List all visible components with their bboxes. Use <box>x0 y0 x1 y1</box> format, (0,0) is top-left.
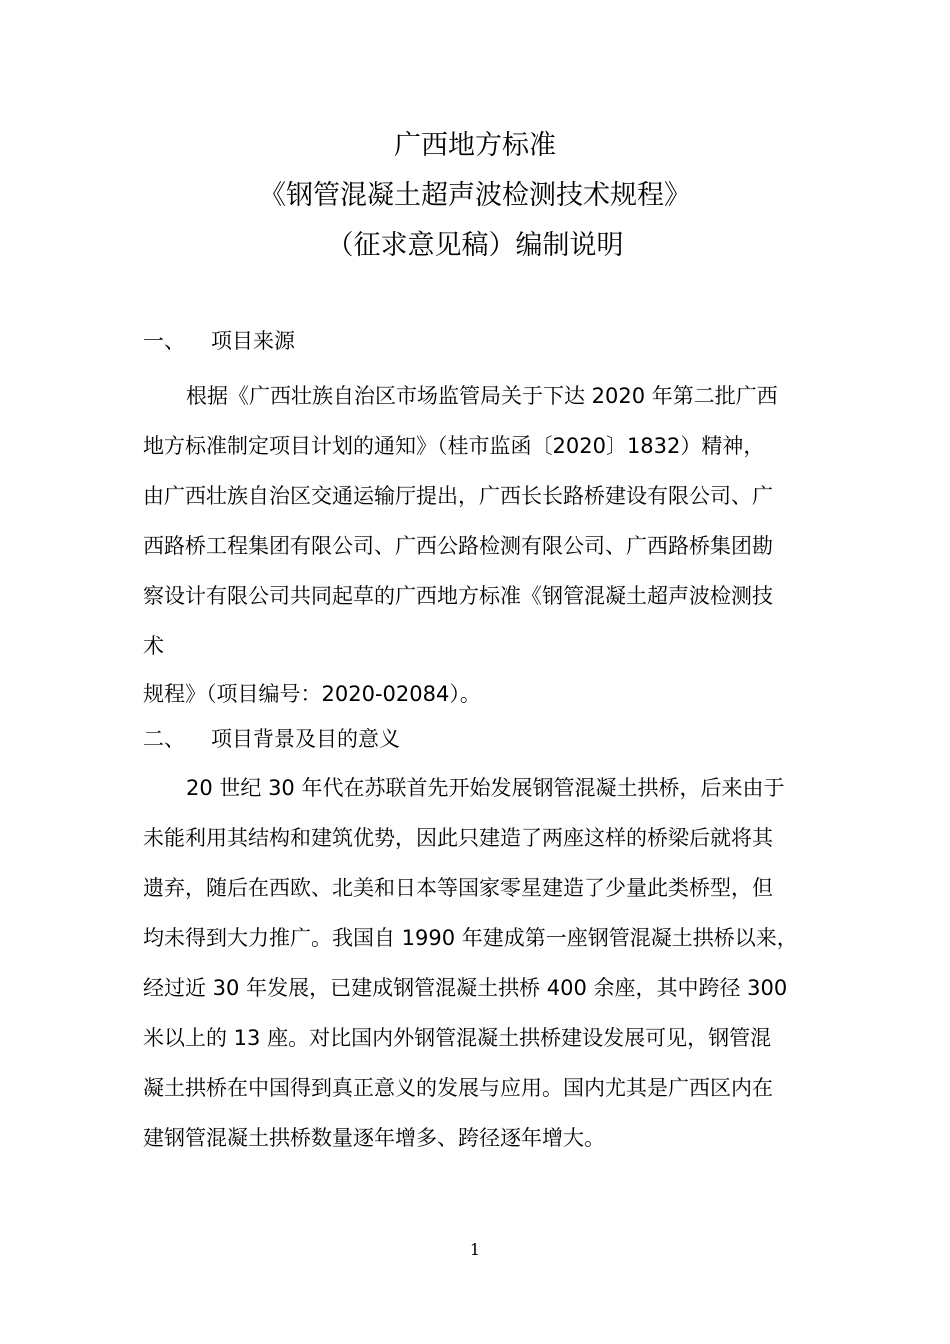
paragraph-line: 建钢管混凝土拱桥数量逐年增多、跨径逐年增大。 <box>143 1126 605 1150</box>
section-heading-1 <box>143 326 295 356</box>
section-title-1: 项目来源 <box>211 329 295 353</box>
document-title-line-3: （征求意见稿）编制说明 <box>326 230 624 261</box>
paragraph-line: 察设计有限公司共同起草的广西地方标准《钢管混凝土超声波检测技 <box>143 584 773 608</box>
page-number: 1 <box>469 1240 481 1259</box>
paragraph-line: 地方标准制定项目计划的通知》（桂市监函〔2020〕1832）精神， <box>143 434 765 458</box>
section-heading-2 <box>143 724 400 754</box>
paragraph-line: 遗弃，随后在西欧、北美和日本等国家零星建造了少量此类桥型，但 <box>143 876 773 900</box>
section-number-2: 二、 <box>143 727 185 751</box>
paragraph-line: 未能利用其结构和建筑优势，因此只建造了两座这样的桥梁后就将其 <box>143 826 773 850</box>
paragraph-line: 由广西壮族自治区交通运输厅提出，广西长长路桥建设有限公司、广 <box>143 484 773 508</box>
paragraph-line: 凝土拱桥在中国得到真正意义的发展与应用。国内尤其是广西区内在 <box>143 1076 773 1100</box>
section-number-1: 一、 <box>143 329 185 353</box>
paragraph-line: 米以上的 13 座。对比国内外钢管混凝土拱桥建设发展可见，钢管混 <box>143 1026 772 1050</box>
paragraph-line: 经过近 30 年发展，已建成钢管混凝土拱桥 400 余座，其中跨径 300 <box>143 976 788 1000</box>
document-title-line-1: 广西地方标准 <box>394 130 556 161</box>
paragraph-line: 根据《广西壮族自治区市场监管局关于下达 2020 年第二批广西 <box>186 384 778 408</box>
section-title-2: 项目背景及目的意义 <box>211 727 400 751</box>
paragraph-line: 均未得到大力推广。我国自 1990 年建成第一座钢管混凝土拱桥以来， <box>143 926 798 950</box>
paragraph-line: 20 世纪 30 年代在苏联首先开始发展钢管混凝土拱桥，后来由于 <box>186 776 785 800</box>
document-title-line-2: 《钢管混凝土超声波检测技术规程》 <box>259 180 691 211</box>
paragraph-line: 规程》（项目编号：2020-02084）。 <box>143 682 481 706</box>
paragraph-line: 术 <box>143 634 164 658</box>
paragraph-line: 西路桥工程集团有限公司、广西公路检测有限公司、广西路桥集团勘 <box>143 534 773 558</box>
